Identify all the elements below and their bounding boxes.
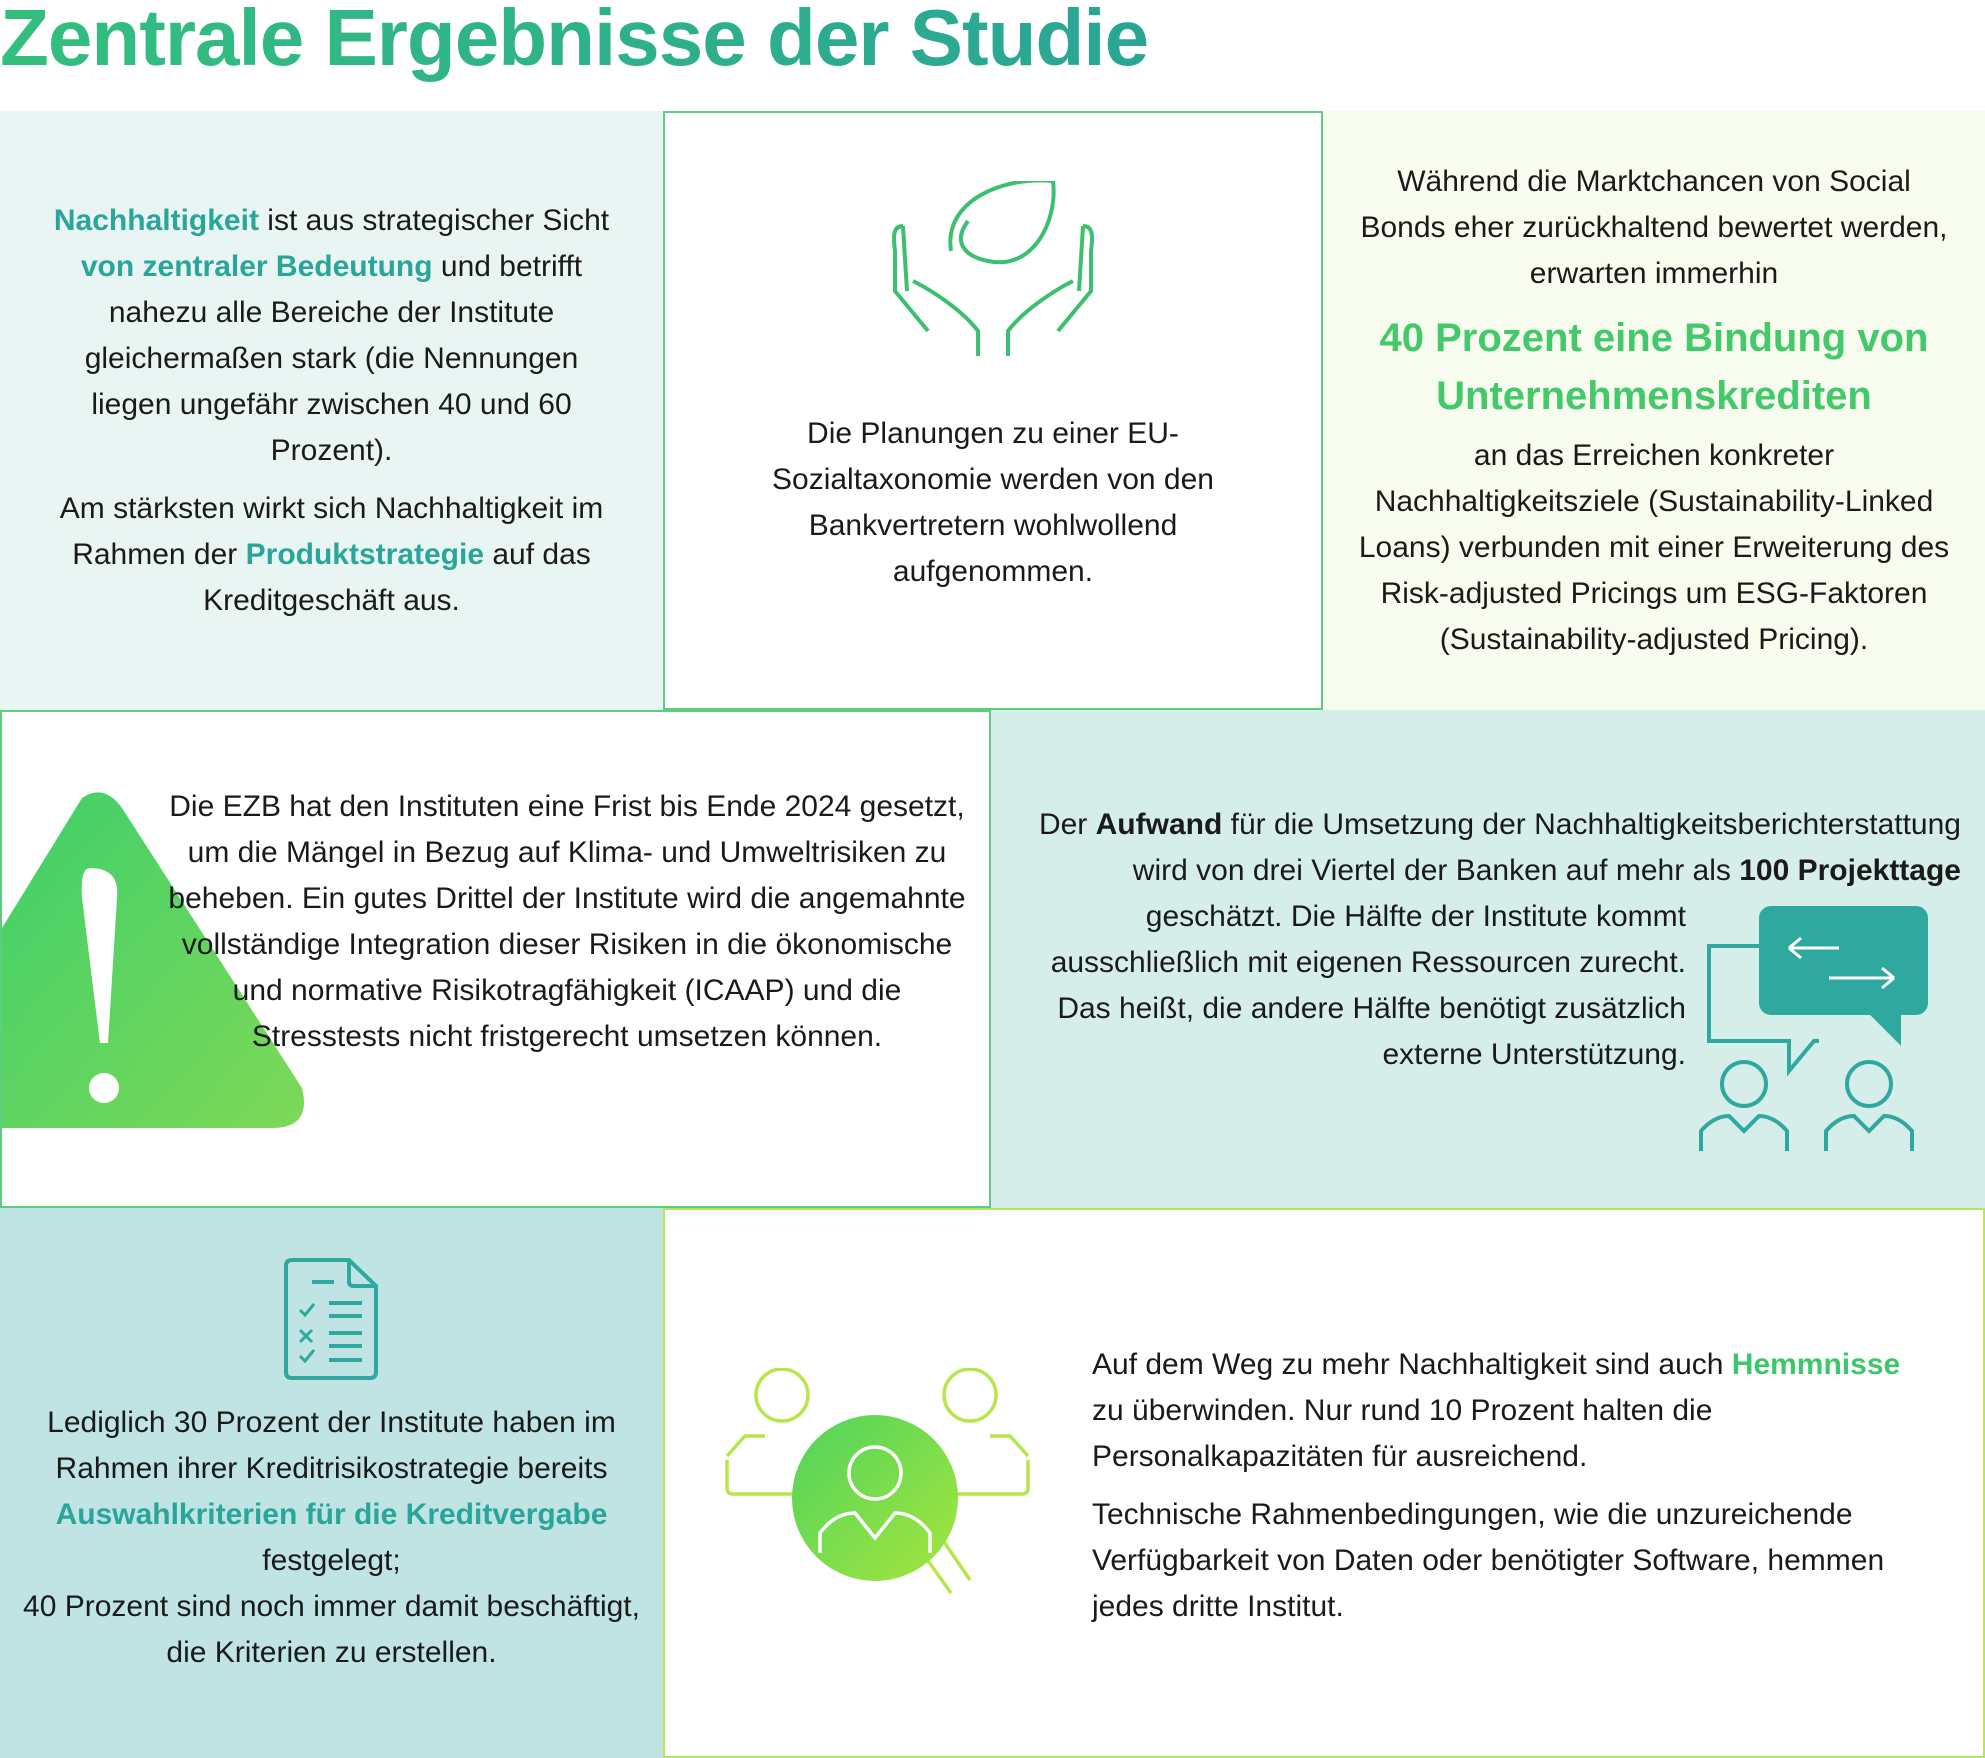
discussion-people-icon xyxy=(1699,906,1929,1166)
finding-loans: Während die Marktchancen von Social Bonds eher zurückhaltend bewertet werden, erwarten immerhin 40 Prozent eine Bindung von Unternehmenskrediten an das Erreichen konkreter Nachhaltigkeitsziele (Sustainability-Linked Loans) verbunden mit einer Erweiterung des Risk-adjusted Pricings um ESG-Faktoren (Sustainability-adjusted Pricing). xyxy=(1323,111,1985,710)
page-title: Zentrale Ergebnisse der Studie xyxy=(0,0,1148,84)
highlight-project-days: 100 Projekttage xyxy=(1739,854,1961,887)
finding-ecb-deadline xyxy=(0,710,991,1208)
finding-sustainability: Nachhaltigkeit ist aus strategischer Sicht von zentraler Bedeutung und betrifft nahezu alle Bereiche der Institute gleichermaßen stark (die Nennungen liegen ungefähr zwischen 40 und 60 Prozent). Am stärksten wirkt sich Nachhaltigkeit im Rahmen der Produktstrategie auf das Kreditgeschäft aus. xyxy=(0,111,663,710)
hands-leaf-icon xyxy=(883,181,1103,371)
finding-obstacles: Auf dem Weg zu mehr Nachhaltigkeit sind auch Hemmnisse zu überwinden. Nur rund 10 Prozent halten die Personalkapazitäten für ausreichend. Technische Rahmenbedingungen, wie die unzureichende Verfügbarkeit von Daten oder benötigter Software, hemmen jedes dritte Institut. xyxy=(663,1208,1985,1758)
highlight-statistic: 40 Prozent eine Bindung von Unternehmenskrediten xyxy=(1379,315,1929,418)
finding-social-taxonomy xyxy=(663,111,1323,710)
finding-text: Die EZB hat den Instituten eine Frist bis Ende 2024 gesetzt, um die Mängel in Bezug auf Klima- und Umweltrisiken zu beheben. Ein gutes Drittel der Institute wird die angemahnte vollständige Integration dieser Risiken in die ökonomische und normative Risikotragfähigkeit (ICAAP) und die Stresstests nicht fristgerecht umsetzen können. xyxy=(168,790,966,1053)
finding-reporting-effort: Der Aufwand für die Umsetzung der Nachhaltigkeitsberichterstattung wird von drei Viertel der Banken auf mehr als 100 Projekttage geschätzt. Die Hälfte der Institute kommt ausschließlich mit eigenen Ressourcen zurecht. Das heißt, die andere Hälfte benötigt zusätzlich externe Unterstützung. xyxy=(991,710,1985,1208)
people-search-icon xyxy=(725,1368,1030,1603)
checklist-document-icon xyxy=(284,1258,380,1380)
finding-credit-criteria: Lediglich 30 Prozent der Institute haben im Rahmen ihrer Kreditrisikostrategie bereits Auswahlkriterien für die Kreditvergabe festgelegt; 40 Prozent sind noch immer damit beschäftigt, die Kriterien zu erstellen. xyxy=(0,1208,663,1758)
finding-text: Die Planungen zu einer EU-Sozialtaxonomie werden von den Bankvertretern wohlwollend aufgenommen. xyxy=(772,417,1214,588)
highlight: Nachhaltigkeit xyxy=(53,203,259,237)
